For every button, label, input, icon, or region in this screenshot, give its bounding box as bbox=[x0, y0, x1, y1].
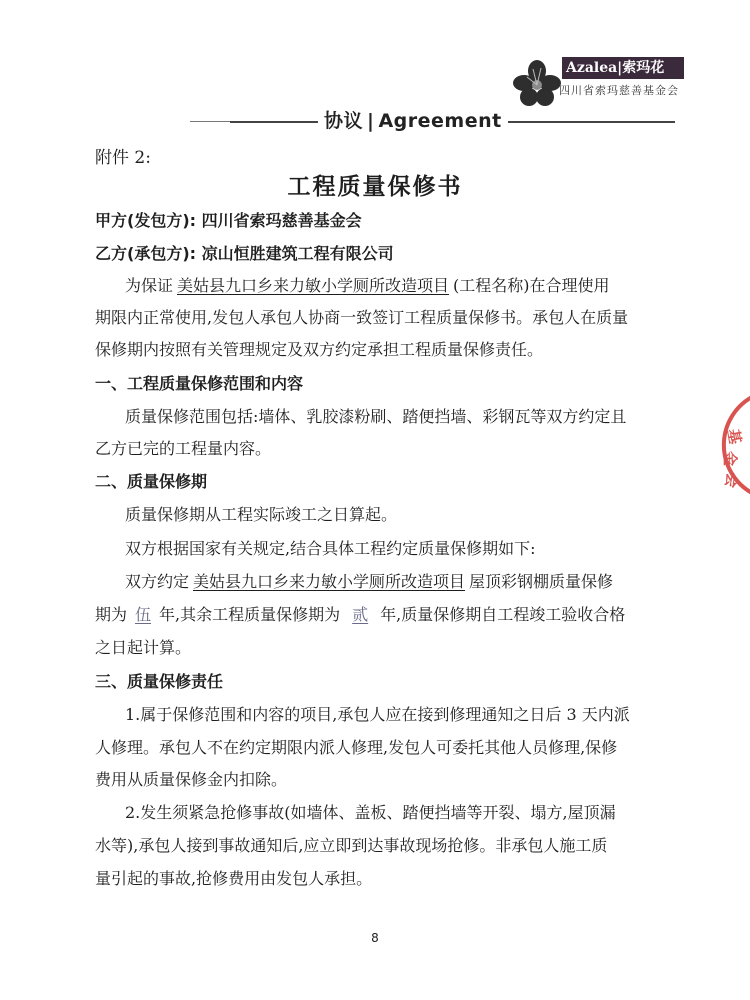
agree-post: 屋顶彩钢棚质量保修 bbox=[469, 572, 614, 591]
header-title-cn: 协议 bbox=[324, 110, 364, 132]
period-post: 年,质量保修期自工程竣工验收合格 bbox=[380, 605, 626, 624]
svg-text:金: 金 bbox=[721, 451, 739, 467]
party-a: 甲方(发包方): 四川省索玛慈善基金会 bbox=[95, 211, 362, 230]
intro-line-1 bbox=[125, 275, 610, 297]
page-number: 8 bbox=[371, 931, 379, 945]
period-mid: 年,其余工程质量保修期为 bbox=[159, 605, 341, 624]
intro-pre: 为保证 bbox=[125, 276, 174, 295]
section-2-line-5: 之日起计算。 bbox=[95, 638, 192, 657]
header-title-en: Agreement bbox=[378, 110, 502, 132]
section-3-p1-line-1: 1.属于保修范围和内容的项目,承包人应在接到修理通知之日后 3 天内派 bbox=[125, 705, 630, 724]
svg-text:会: 会 bbox=[721, 471, 742, 490]
other-warranty-years: 贰 bbox=[352, 605, 369, 624]
party-b: 乙方(承包方): 凉山恒胜建筑工程有限公司 bbox=[95, 244, 394, 263]
logo-name: Azalea|索玛花 bbox=[562, 57, 684, 79]
header-title bbox=[318, 106, 508, 133]
section-2-line-2: 双方根据国家有关规定,结合具体工程约定质量保修期如下: bbox=[125, 539, 536, 558]
intro-line-2: 期限内正常使用,发包人承包人协商一致签订工程质量保修书。承包人在质量 bbox=[95, 308, 629, 327]
seal-stamp bbox=[712, 395, 750, 495]
document-title: 工程质量保修书 bbox=[287, 174, 463, 200]
section-2-heading: 二、质量保修期 bbox=[95, 472, 208, 491]
agree-pre: 双方约定 bbox=[125, 572, 190, 591]
foundation-logo bbox=[505, 55, 685, 113]
section-3-p2-line-3: 量引起的事故,抢修费用由发包人承担。 bbox=[95, 869, 373, 888]
intro-post: (工程名称)在合理使用 bbox=[453, 276, 610, 295]
svg-text:基: 基 bbox=[724, 427, 745, 446]
section-1-line-2: 乙方已完的工程量内容。 bbox=[95, 439, 272, 458]
section-2-line-3 bbox=[125, 571, 613, 593]
section-3-p1-line-2: 人修理。承包人不在约定期限内派人修理,发包人可委托其他人员修理,保修 bbox=[95, 738, 618, 757]
section-2-line-1: 质量保修期从工程实际竣工之日算起。 bbox=[125, 505, 398, 524]
logo-org-name: 四川省索玛慈善基金会 bbox=[559, 84, 679, 97]
section-3-p2-line-2: 水等),承包人接到事故通知后,应立即到达事故现场抢修。非承包人施工质 bbox=[95, 836, 608, 855]
section-2-line-4 bbox=[95, 604, 625, 626]
header-separator: | bbox=[367, 110, 375, 132]
section-3-p1-line-3: 费用从质量保修金内扣除。 bbox=[95, 770, 288, 789]
section-3-p2-line-1: 2.发生须紧急抢修事故(如墙体、盖板、踏便挡墙等开裂、塌方,屋顶漏 bbox=[125, 803, 616, 822]
period-pre: 期为 bbox=[95, 605, 128, 624]
project-name: 美姑县九口乡来力敏小学厕所改造项目 bbox=[177, 276, 450, 295]
section-1-line-1: 质量保修范围包括:墙体、乳胶漆粉刷、踏便挡墙、彩钢瓦等双方约定且 bbox=[125, 407, 627, 426]
roof-warranty-years: 伍 bbox=[135, 605, 152, 624]
intro-line-3: 保修期内按照有关管理规定及双方约定承担工程质量保修责任。 bbox=[95, 340, 544, 359]
section-3-heading: 三、质量保修责任 bbox=[95, 672, 224, 691]
attachment-label: 附件 2: bbox=[95, 148, 151, 168]
section-1-heading: 一、工程质量保修范围和内容 bbox=[95, 374, 304, 393]
azalea-flower-icon bbox=[513, 59, 561, 109]
project-name-2: 美姑县九口乡来力敏小学厕所改造项目 bbox=[193, 572, 466, 591]
